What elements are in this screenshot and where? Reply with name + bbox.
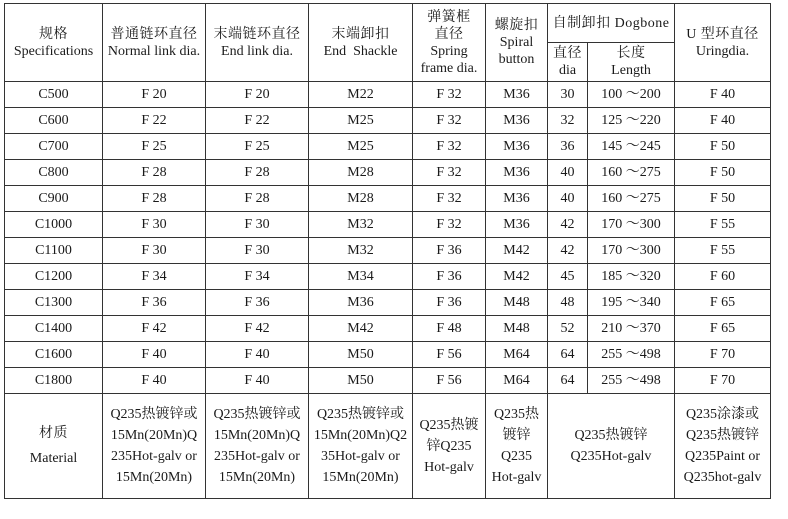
material-label-zh: 材质 xyxy=(39,426,68,441)
material-label xyxy=(5,394,103,499)
table-row xyxy=(5,186,771,212)
table-row xyxy=(5,108,771,134)
cell-spiral-button: M36 xyxy=(486,212,548,238)
header-row-1 xyxy=(5,4,771,43)
cell-dogbone-length: 125 ～220 xyxy=(588,108,675,134)
spec-table-wrapper xyxy=(4,3,771,499)
cell-end-shackle: M50 xyxy=(309,342,413,368)
cell-dogbone-dia: 32 xyxy=(548,108,588,134)
cell-spiral-button: M36 xyxy=(486,108,548,134)
cell-spiral-button: M36 xyxy=(486,134,548,160)
material-label-en: Material xyxy=(29,451,78,466)
material-end-shackle-text: Q235热镀锌或 15Mn(20Mn)Q2 35Hot-galv or 15Mn(20Mn) xyxy=(313,407,408,485)
cell-spiral-button: M48 xyxy=(486,290,548,316)
material-end-shackle xyxy=(309,394,413,499)
cell-normal-link: F 40 xyxy=(103,342,206,368)
header-spiral-button xyxy=(486,4,548,82)
cell-normal-link: F 25 xyxy=(103,134,206,160)
header-end-shackle-en: End Shackle xyxy=(323,43,398,59)
cell-spiral-button: M42 xyxy=(486,238,548,264)
material-u-ring-text: Q235涂漆或 Q235热镀锌 Q235Paint or Q235hot-galv xyxy=(683,407,762,485)
cell-normal-link: F 22 xyxy=(103,108,206,134)
cell-dogbone-dia: 42 xyxy=(548,212,588,238)
cell-u-ring: F 65 xyxy=(675,290,771,316)
header-end-shackle-zh: 末端卸扣 xyxy=(331,26,390,42)
cell-normal-link: F 30 xyxy=(103,212,206,238)
table-row xyxy=(5,212,771,238)
cell-spring-frame: F 36 xyxy=(413,238,486,264)
material-spring-frame xyxy=(413,394,486,499)
header-u-ring-zh: U 型环直径 xyxy=(686,26,759,42)
cell-u-ring: F 40 xyxy=(675,108,771,134)
material-normal-link xyxy=(103,394,206,499)
cell-u-ring: F 50 xyxy=(675,134,771,160)
cell-dogbone-dia: 42 xyxy=(548,238,588,264)
cell-dogbone-length: 170 ～300 xyxy=(588,238,675,264)
cell-spring-frame: F 32 xyxy=(413,186,486,212)
cell-u-ring: F 55 xyxy=(675,238,771,264)
cell-end-link: F 36 xyxy=(206,290,309,316)
cell-normal-link: F 42 xyxy=(103,316,206,342)
cell-end-shackle: M42 xyxy=(309,316,413,342)
material-end-link xyxy=(206,394,309,499)
cell-spec: C1800 xyxy=(5,368,103,394)
cell-dogbone-dia: 64 xyxy=(548,368,588,394)
cell-end-link: F 20 xyxy=(206,82,309,108)
cell-end-link: F 28 xyxy=(206,160,309,186)
cell-dogbone-length: 255 ～498 xyxy=(588,342,675,368)
header-spring-frame-zh: 弹簧框 直径 xyxy=(427,9,471,42)
cell-dogbone-length: 100 ～200 xyxy=(588,82,675,108)
cell-spring-frame: F 32 xyxy=(413,134,486,160)
cell-spring-frame: F 56 xyxy=(413,368,486,394)
cell-spec: C600 xyxy=(5,108,103,134)
header-dogbone-dia xyxy=(548,43,588,82)
table-body xyxy=(5,82,771,499)
table-row xyxy=(5,134,771,160)
cell-spiral-button: M64 xyxy=(486,368,548,394)
table-row xyxy=(5,368,771,394)
cell-end-link: F 25 xyxy=(206,134,309,160)
cell-end-shackle: M50 xyxy=(309,368,413,394)
header-end-link-zh: 末端链环直径 xyxy=(213,26,301,42)
cell-u-ring: F 55 xyxy=(675,212,771,238)
cell-spec: C700 xyxy=(5,134,103,160)
cell-dogbone-dia: 30 xyxy=(548,82,588,108)
header-dogbone-title: 自制卸扣 Dogbone xyxy=(552,15,670,31)
cell-spec: C1000 xyxy=(5,212,103,238)
cell-end-shackle: M28 xyxy=(309,160,413,186)
header-end-link xyxy=(206,4,309,82)
cell-normal-link: F 40 xyxy=(103,368,206,394)
cell-dogbone-dia: 64 xyxy=(548,342,588,368)
cell-end-link: F 22 xyxy=(206,108,309,134)
material-spiral-button xyxy=(486,394,548,499)
material-end-link-text: Q235热镀锌或 15Mn(20Mn)Q 235Hot-galv or 15Mn(20Mn) xyxy=(213,407,301,485)
table-row xyxy=(5,238,771,264)
cell-u-ring: F 50 xyxy=(675,160,771,186)
cell-end-shackle: M36 xyxy=(309,290,413,316)
cell-normal-link: F 28 xyxy=(103,160,206,186)
material-normal-link-text: Q235热镀锌或 15Mn(20Mn)Q 235Hot-galv or 15Mn(20Mn) xyxy=(110,407,198,485)
table-row xyxy=(5,342,771,368)
table-row xyxy=(5,160,771,186)
header-dogbone-length-zh: 长度 xyxy=(616,46,646,61)
cell-end-link: F 28 xyxy=(206,186,309,212)
header-spec-en: Specifications xyxy=(13,43,94,59)
cell-spring-frame: F 32 xyxy=(413,160,486,186)
cell-end-shackle: M32 xyxy=(309,212,413,238)
cell-spec: C1200 xyxy=(5,264,103,290)
header-u-ring xyxy=(675,4,771,82)
header-dogbone-dia-en: dia xyxy=(558,63,577,78)
cell-spring-frame: F 36 xyxy=(413,264,486,290)
cell-dogbone-dia: 36 xyxy=(548,134,588,160)
cell-end-link: F 30 xyxy=(206,212,309,238)
header-end-shackle xyxy=(309,4,413,82)
cell-normal-link: F 20 xyxy=(103,82,206,108)
material-dogbone-text: Q235热镀锌 Q235Hot-galv xyxy=(570,428,652,464)
cell-end-link: F 40 xyxy=(206,368,309,394)
cell-dogbone-length: 210 ～370 xyxy=(588,316,675,342)
cell-spring-frame: F 56 xyxy=(413,342,486,368)
cell-end-shackle: M25 xyxy=(309,108,413,134)
header-dogbone-length-en: Length xyxy=(611,63,651,78)
header-spring-frame xyxy=(413,4,486,82)
cell-u-ring: F 70 xyxy=(675,342,771,368)
header-spec-zh: 规格 xyxy=(39,26,68,42)
header-spiral-button-en: Spiral button xyxy=(498,35,535,67)
cell-end-link: F 42 xyxy=(206,316,309,342)
cell-end-shackle: M34 xyxy=(309,264,413,290)
table-row xyxy=(5,316,771,342)
cell-dogbone-dia: 40 xyxy=(548,186,588,212)
material-row xyxy=(5,394,771,499)
cell-u-ring: F 50 xyxy=(675,186,771,212)
table-row xyxy=(5,82,771,108)
cell-spec: C1600 xyxy=(5,342,103,368)
chain-spec-table xyxy=(4,3,771,499)
table-header xyxy=(5,4,771,82)
cell-dogbone-dia: 40 xyxy=(548,160,588,186)
header-dogbone-dia-zh: 直径 xyxy=(553,46,582,61)
header-spiral-button-zh: 螺旋扣 xyxy=(494,18,539,33)
cell-dogbone-dia: 52 xyxy=(548,316,588,342)
cell-u-ring: F 70 xyxy=(675,368,771,394)
header-normal-link-zh: 普通链环直径 xyxy=(110,26,198,42)
table-row xyxy=(5,290,771,316)
header-normal-link-en: Normal link dia. xyxy=(107,43,201,59)
cell-spec: C1400 xyxy=(5,316,103,342)
cell-spiral-button: M64 xyxy=(486,342,548,368)
header-end-link-en: End link dia. xyxy=(221,43,293,59)
cell-spiral-button: M36 xyxy=(486,160,548,186)
cell-dogbone-length: 160 ～275 xyxy=(588,186,675,212)
material-u-ring xyxy=(675,394,771,499)
material-spring-frame-text: Q235热镀 锌Q235 Hot-galv xyxy=(419,417,479,475)
cell-normal-link: F 36 xyxy=(103,290,206,316)
cell-spring-frame: F 48 xyxy=(413,316,486,342)
material-spiral-button-text: Q235热 镀锌 Q235 Hot-galv xyxy=(491,407,542,485)
cell-u-ring: F 60 xyxy=(675,264,771,290)
cell-end-link: F 40 xyxy=(206,342,309,368)
table-row xyxy=(5,264,771,290)
header-dogbone xyxy=(548,4,675,43)
cell-dogbone-length: 160 ～275 xyxy=(588,160,675,186)
cell-spiral-button: M36 xyxy=(486,82,548,108)
cell-spring-frame: F 32 xyxy=(413,212,486,238)
header-u-ring-en: Uringdia. xyxy=(695,43,750,59)
cell-end-shackle: M25 xyxy=(309,134,413,160)
cell-normal-link: F 34 xyxy=(103,264,206,290)
cell-spec: C900 xyxy=(5,186,103,212)
cell-spec: C500 xyxy=(5,82,103,108)
cell-spec: C800 xyxy=(5,160,103,186)
material-dogbone xyxy=(548,394,675,499)
cell-spring-frame: F 32 xyxy=(413,108,486,134)
cell-dogbone-length: 185 ～320 xyxy=(588,264,675,290)
cell-u-ring: F 65 xyxy=(675,316,771,342)
cell-dogbone-length: 195 ～340 xyxy=(588,290,675,316)
cell-spiral-button: M36 xyxy=(486,186,548,212)
cell-dogbone-length: 170 ～300 xyxy=(588,212,675,238)
header-dogbone-length xyxy=(588,43,675,82)
cell-spec: C1100 xyxy=(5,238,103,264)
cell-spiral-button: M48 xyxy=(486,316,548,342)
cell-dogbone-length: 255 ～498 xyxy=(588,368,675,394)
header-spec xyxy=(5,4,103,82)
cell-spec: C1300 xyxy=(5,290,103,316)
cell-dogbone-dia: 48 xyxy=(548,290,588,316)
cell-end-link: F 34 xyxy=(206,264,309,290)
cell-u-ring: F 40 xyxy=(675,82,771,108)
cell-spiral-button: M42 xyxy=(486,264,548,290)
cell-spring-frame: F 36 xyxy=(413,290,486,316)
header-normal-link xyxy=(103,4,206,82)
header-spring-frame-en: Spring frame dia. xyxy=(420,43,478,76)
cell-normal-link: F 30 xyxy=(103,238,206,264)
cell-end-shackle: M22 xyxy=(309,82,413,108)
cell-end-link: F 30 xyxy=(206,238,309,264)
cell-dogbone-length: 145 ～245 xyxy=(588,134,675,160)
cell-dogbone-dia: 45 xyxy=(548,264,588,290)
cell-spring-frame: F 32 xyxy=(413,82,486,108)
cell-normal-link: F 28 xyxy=(103,186,206,212)
cell-end-shackle: M28 xyxy=(309,186,413,212)
cell-end-shackle: M32 xyxy=(309,238,413,264)
